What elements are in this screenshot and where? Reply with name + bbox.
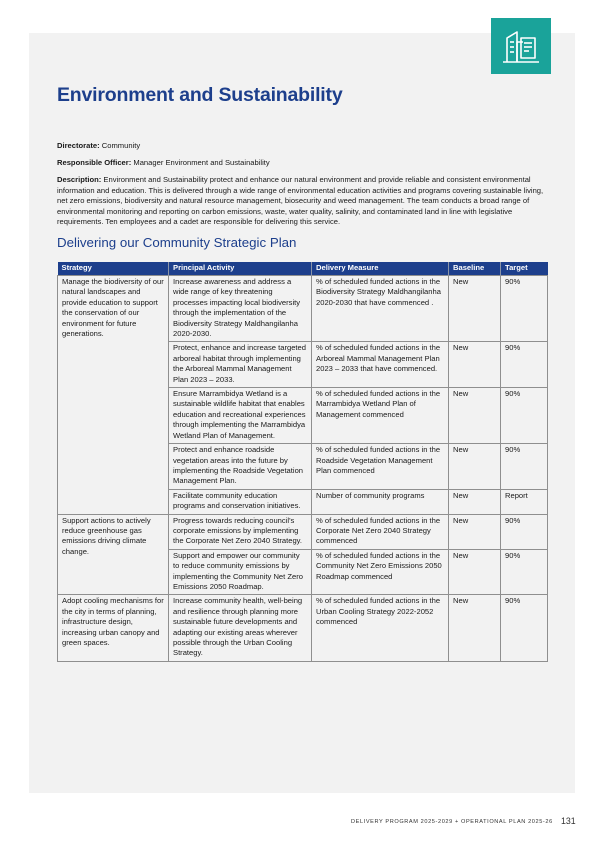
column-header-measure: Delivery Measure — [312, 262, 449, 276]
activity-cell: Protect, enhance and increase targeted arboreal habitat through implementing the Arboreal Mammal Management Plan 2023 – 2033. — [169, 342, 312, 388]
measure-cell: % of scheduled funded actions in the Marrambidya Wetland Plan of Management commenced — [312, 388, 449, 444]
table-row — [58, 276, 548, 342]
column-header-baseline: Baseline — [449, 262, 501, 276]
table-row — [58, 514, 548, 549]
measure-cell: % of scheduled funded actions in the Biodiversity Strategy Maldhangilanha 2020-2030 that have commenced . — [312, 276, 449, 342]
baseline-cell: New — [449, 549, 501, 595]
table-header-row — [58, 262, 548, 276]
section-heading: Delivering our Community Strategic Plan — [57, 235, 297, 250]
directorate-value: Community — [99, 141, 141, 150]
strategy-table — [57, 262, 548, 662]
activity-cell: Protect and enhance roadside vegetation areas into the future by implementing the Roadside Vegetation Management Plan. — [169, 444, 312, 490]
target-cell: 90% — [501, 276, 548, 342]
target-cell: 90% — [501, 388, 548, 444]
activity-cell: Increase community health, well-being and resilience through planning more sustainable future developments and adapting our existing areas wherever possible through the Urban Cooling Strategy. — [169, 595, 312, 661]
footer-text: DELIVERY PROGRAM 2025-2029 + OPERATIONAL PLAN 2025-26 — [351, 819, 553, 825]
strategy-cell: Support actions to actively reduce greenhouse gas emissions driving climate change. — [58, 514, 169, 595]
baseline-cell: New — [449, 444, 501, 490]
table-row — [58, 595, 548, 661]
activity-cell: Ensure Marrambidya Wetland is a sustainable wildlife habitat that enables education and recreational experiences through implementing the Marrambidya Wetland Plan of Management. — [169, 388, 312, 444]
baseline-cell: New — [449, 342, 501, 388]
strategy-cell: Manage the biodiversity of our natural landscapes and provide education to support the conservation of our environment for future generations. — [58, 276, 169, 515]
baseline-cell: New — [449, 276, 501, 342]
activity-cell: Facilitate community education programs and conservation initiatives. — [169, 489, 312, 514]
section-badge — [491, 18, 551, 74]
directorate-label: Directorate: — [57, 141, 100, 150]
column-header-activity: Principal Activity — [169, 262, 312, 276]
baseline-cell: New — [449, 595, 501, 661]
target-cell: 90% — [501, 444, 548, 490]
target-cell: Report — [501, 489, 548, 514]
baseline-cell: New — [449, 489, 501, 514]
building-document-icon — [491, 18, 551, 74]
activity-cell: Support and empower our community to reduce community emissions by implementing the Community Net Zero Emissions 2050 Roadmap. — [169, 549, 312, 595]
directorate-line — [57, 141, 547, 152]
activity-cell: Progress towards reducing council's corporate emissions by implementing the Corporate Net Zero 2040 Strategy. — [169, 514, 312, 549]
column-header-target: Target — [501, 262, 548, 276]
baseline-cell: New — [449, 514, 501, 549]
page-title: Environment and Sustainability — [57, 84, 343, 106]
description-paragraph — [57, 175, 547, 228]
target-cell: 90% — [501, 514, 548, 549]
measure-cell: % of scheduled funded actions in the Community Net Zero Emissions 2050 Roadmap commenced — [312, 549, 449, 595]
description-label: Description: — [57, 175, 102, 184]
description-value: Environment and Sustainability protect and enhance our natural environment and provide reliable and consistent environmental information and education. This is delivered through a wide range of environmental education activities and programs covering sustainable living, net zero emissions, biodiversity and natural resource management, biosecurity and weed management. The team conducts a broad range of environmental monitoring and reporting on carbon emissions, waste, water quality, salinity, and contaminated land in line with legislative requirements. Ten employees and a cadet are responsible for delivering this service. — [57, 175, 544, 227]
target-cell: 90% — [501, 342, 548, 388]
target-cell: 90% — [501, 549, 548, 595]
measure-cell: Number of community programs — [312, 489, 449, 514]
measure-cell: % of scheduled funded actions in the Roadside Vegetation Management Plan commenced — [312, 444, 449, 490]
column-header-strategy: Strategy — [58, 262, 169, 276]
officer-line — [57, 158, 547, 169]
page-number: 131 — [561, 816, 576, 826]
officer-label: Responsible Officer: — [57, 158, 132, 167]
measure-cell: % of scheduled funded actions in the Urban Cooling Strategy 2022-2052 commenced — [312, 595, 449, 661]
baseline-cell: New — [449, 388, 501, 444]
activity-cell: Increase awareness and address a wide range of key threatening processes impacting local biodiversity through the implementation of the Biodiversity Strategy Maldhangilanha 2020-2030. — [169, 276, 312, 342]
measure-cell: % of scheduled funded actions in the Corporate Net Zero 2040 Strategy commenced — [312, 514, 449, 549]
officer-value: Manager Environment and Sustainability — [131, 158, 270, 167]
strategy-cell: Adopt cooling mechanisms for the city in terms of planning, infrastructure design, increasing urban canopy and green spaces. — [58, 595, 169, 661]
measure-cell: % of scheduled funded actions in the Arboreal Mammal Management Plan 2023 – 2033 that have commenced. — [312, 342, 449, 388]
target-cell: 90% — [501, 595, 548, 661]
